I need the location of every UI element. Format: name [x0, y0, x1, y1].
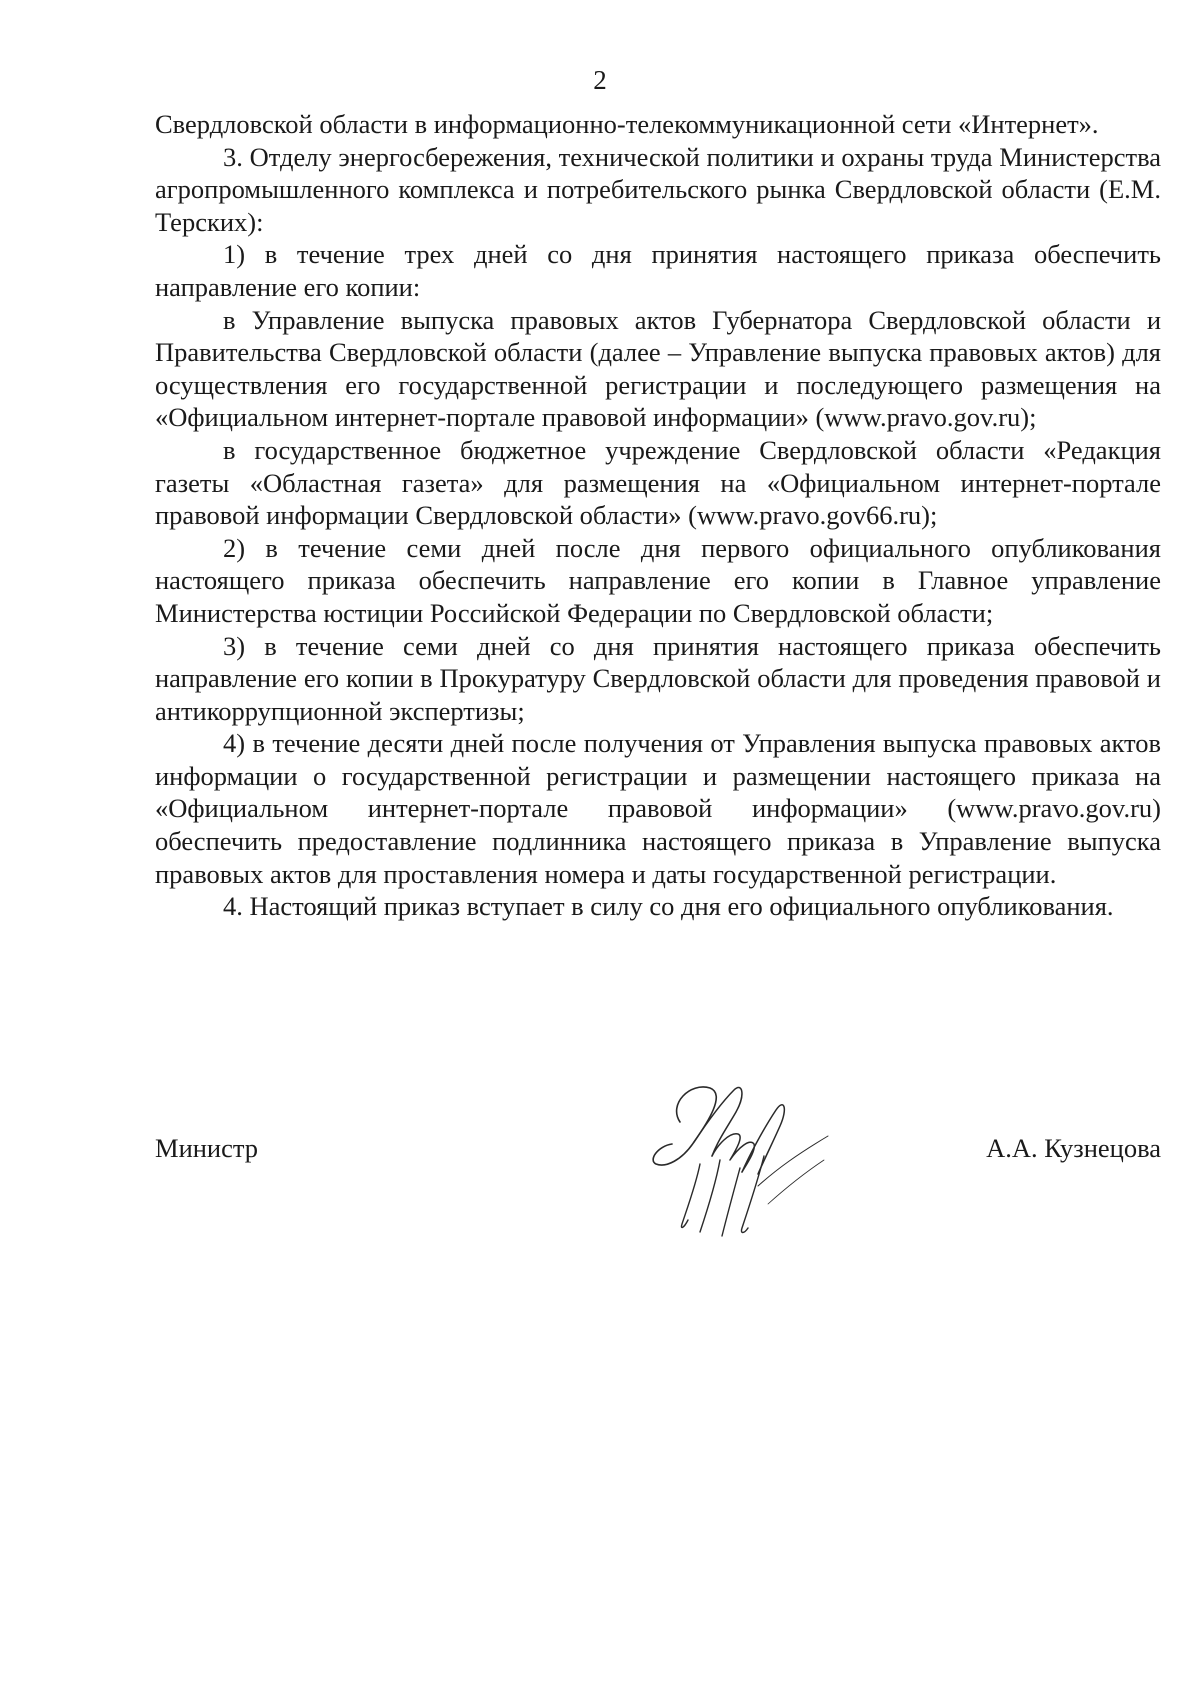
paragraph-subitem-2: 2) в течение семи дней после дня первого официального опубликования настоящего приказа обеспечить направление его копии в Главное управление Министерства юстиции Российской Федерации по Свердловской области;	[155, 532, 1161, 628]
signatory-name: А.А. Кузнецова	[986, 1133, 1161, 1163]
paragraph-item-3: 3. Отделу энергосбережения, технической политики и охраны труда Министерства агропромышленного комплекса и потребительского рынка Свердловской области (Е.М. Терских):	[155, 141, 1161, 237]
paragraph-recipient-pravo-gov: в Управление выпуска правовых актов Губернатора Свердловской области и Правительства Свердловской области (далее – Управление выпуска правовых актов) для осуществления его государственной регистрации и последующего размещения на «Официальном интернет-портале правовой информации» (www.pravo.gov.ru);	[155, 304, 1161, 433]
paragraph-subitem-4: 4) в течение десяти дней после получения от Управления выпуска правовых актов информации о государственной регистрации и размещении настоящего приказа на «Официальном интернет-портале правовой информации» (www.pravo.gov.ru) обеспечить предоставление подлинника настоящего приказа в Управление выпуска правовых актов для проставления номера и даты государственной регистрации.	[155, 728, 1161, 889]
signatory-title: Министр	[155, 1133, 259, 1163]
document-body	[155, 108, 1161, 923]
paragraph-internet-continuation: Свердловской области в информационно-телекоммуникационной сети «Интернет».	[155, 109, 1099, 139]
page-number: 2	[593, 65, 607, 95]
paragraph-item-4: 4. Настоящий приказ вступает в силу со дня его официального опубликования.	[223, 891, 1114, 922]
paragraph-subitem-3: 3) в течение семи дней со дня принятия настоящего приказа обеспечить направление его копии в Прокуратуру Свердловской области для проведения правовой и антикоррупционной экспертизы;	[155, 630, 1161, 726]
handwritten-signature-icon	[638, 1064, 838, 1254]
paragraph-recipient-oblgazeta: в государственное бюджетное учреждение Свердловской области «Редакция газеты «Областная газета» для размещения на «Официальном интернет-портале правовой информации Свердловской области» (www.pravo.gov66.ru);	[155, 434, 1161, 531]
paragraph-subitem-1: 1) в течение трех дней со дня принятия настоящего приказа обеспечить направление его копии:	[155, 239, 1161, 302]
